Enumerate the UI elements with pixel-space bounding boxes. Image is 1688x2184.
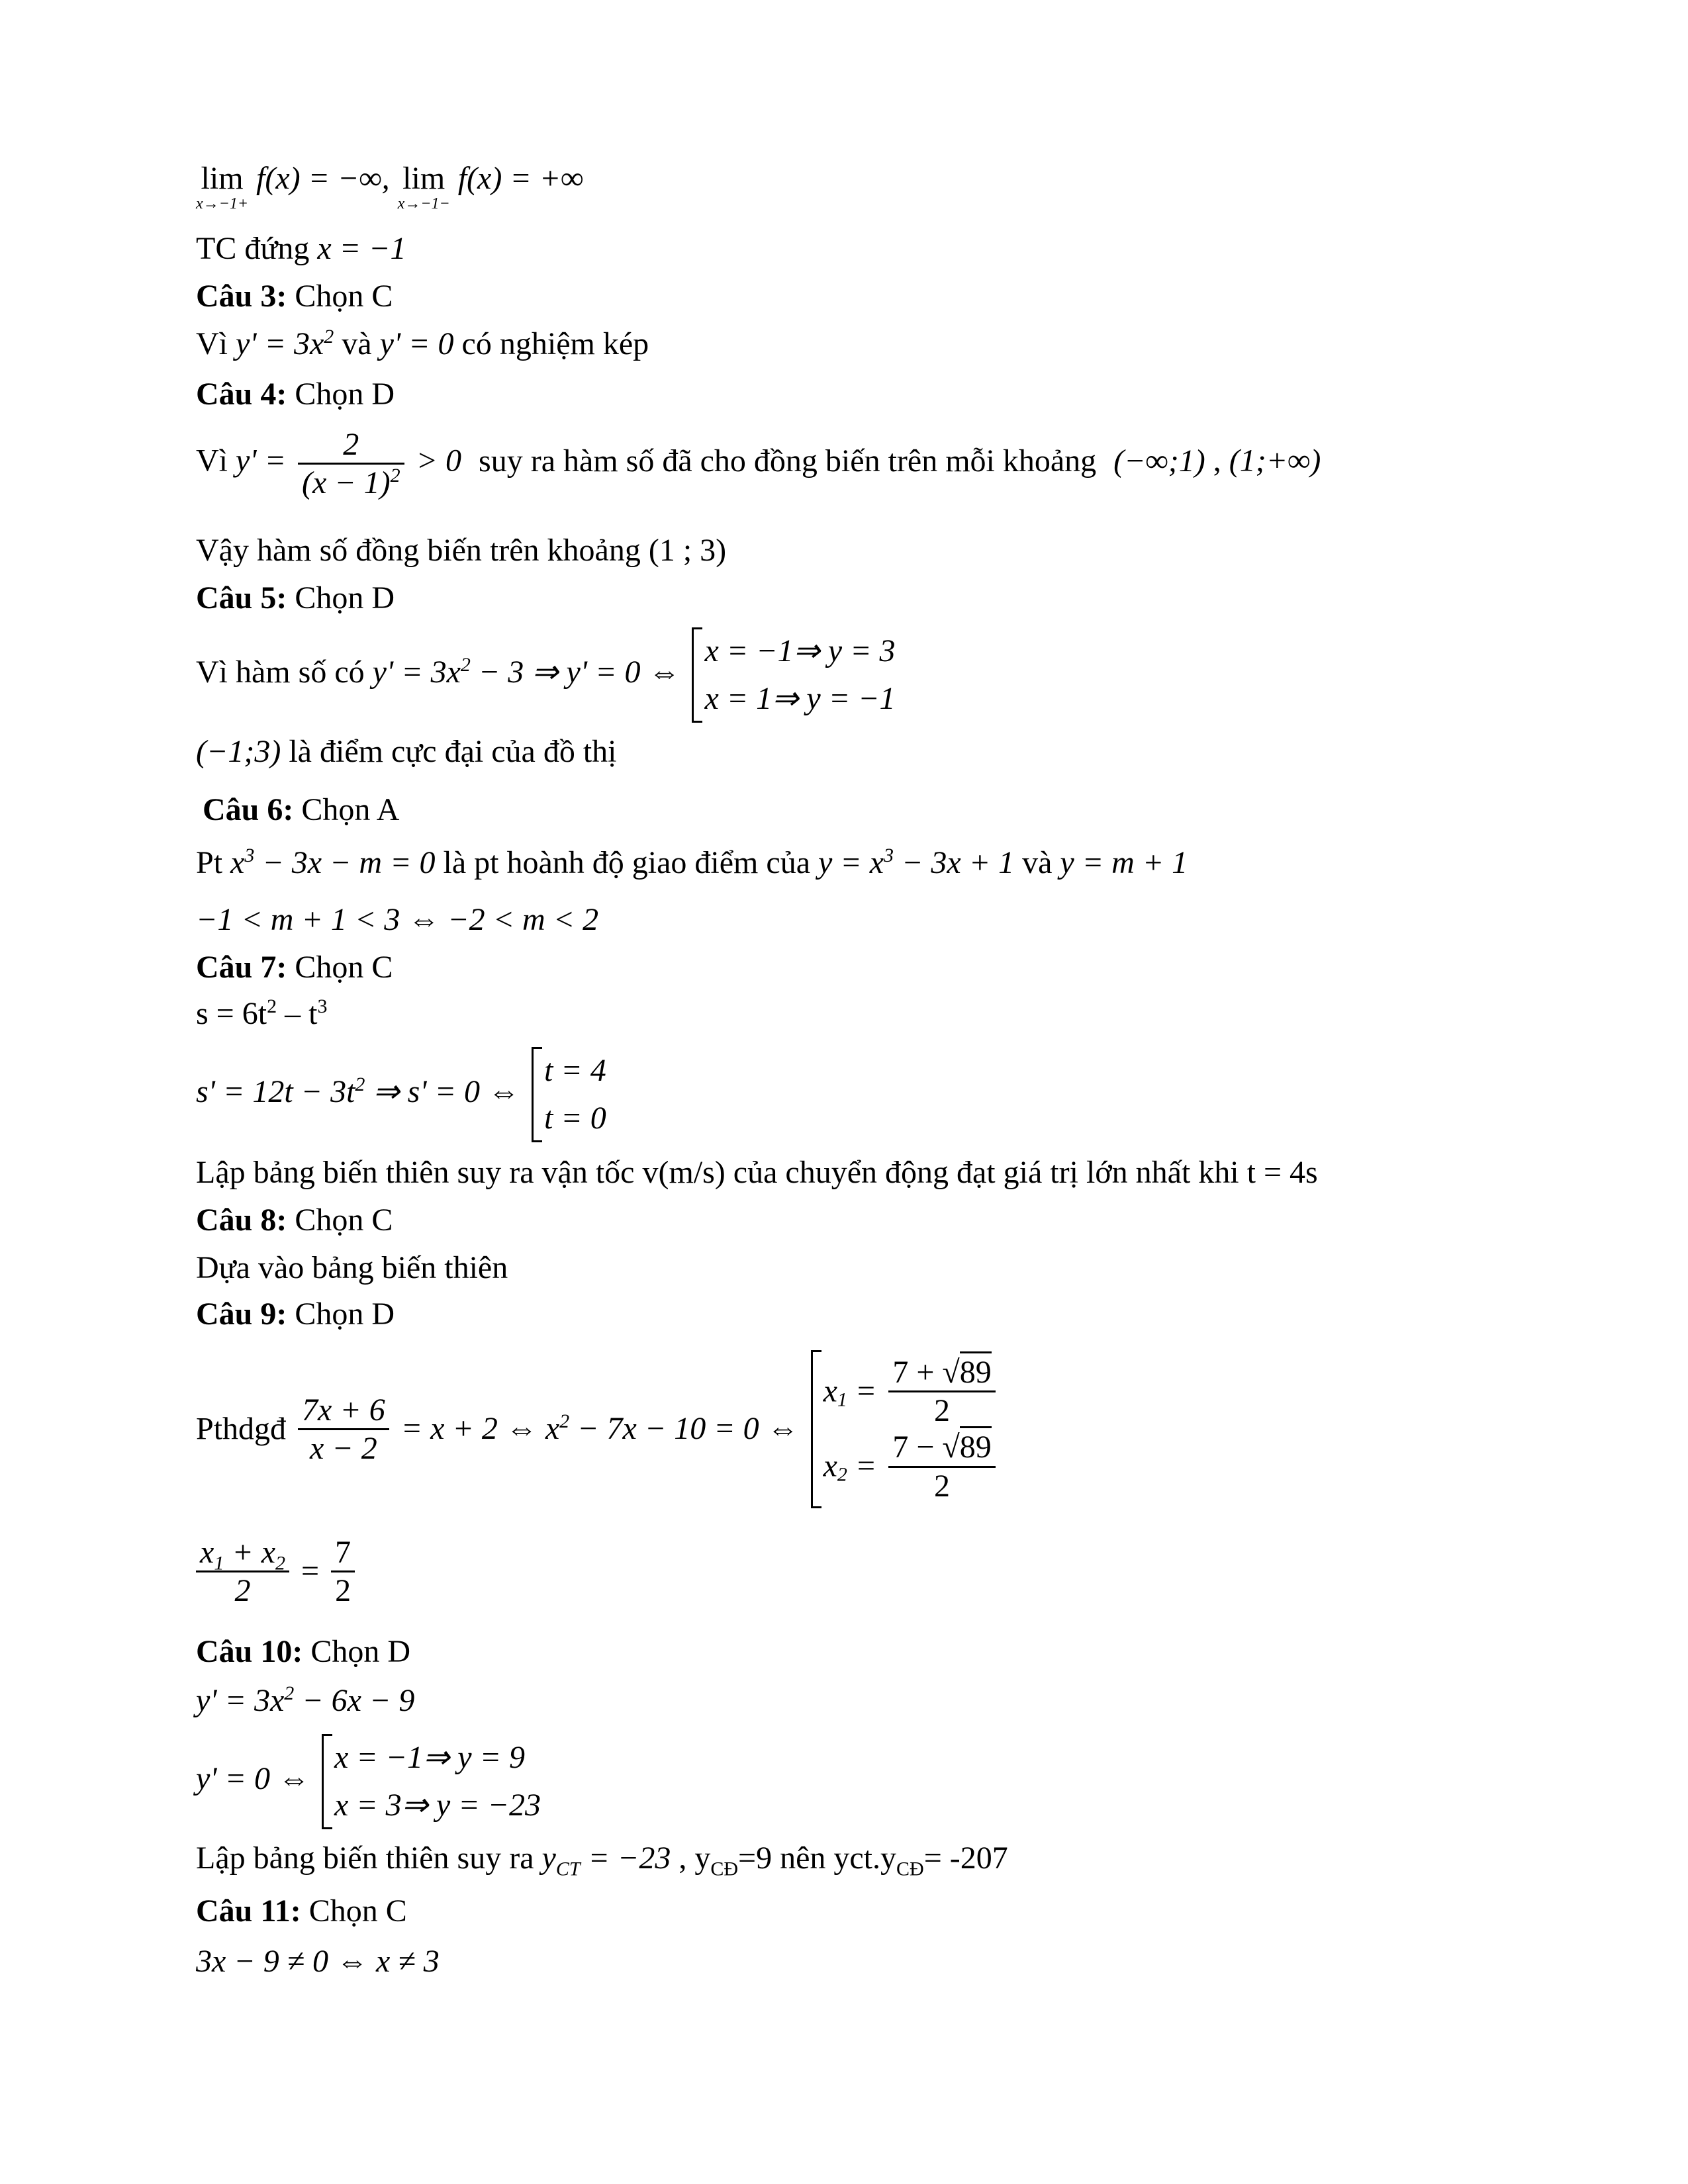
question-7-formula — [196, 995, 328, 1031]
question-answer: Chọn D — [295, 377, 395, 412]
fraction — [298, 1392, 389, 1467]
question-5-conclusion — [196, 736, 617, 768]
math — [541, 1841, 671, 1880]
text: là điểm cực đại của đồ thị — [289, 734, 617, 769]
question-9-average — [192, 1534, 359, 1609]
subscript: CĐ — [710, 1858, 738, 1880]
math: x = −1 — [317, 231, 406, 266]
math — [401, 1411, 799, 1446]
system-bracket — [322, 1734, 541, 1829]
text: Pthdgđ — [196, 1411, 287, 1447]
subscript: 1 — [214, 1552, 224, 1574]
root-numerator: 7 + √89 — [888, 1354, 995, 1392]
question-answer: Chọn D — [295, 580, 395, 615]
subscript: CĐ — [896, 1858, 924, 1880]
math-part: y' = 3x — [196, 1683, 285, 1718]
question-10-critical-points — [196, 1734, 541, 1829]
text: Vậy hàm số đồng biến trên khoảng (1 ; 3) — [196, 533, 727, 568]
question-label: Câu 9: — [196, 1297, 287, 1332]
text: s = 6t — [196, 996, 267, 1031]
subscript: 1 — [837, 1388, 847, 1411]
equals: = — [301, 1553, 320, 1589]
fraction-numerator: 7 — [331, 1534, 355, 1572]
question-7-derivative — [196, 1047, 606, 1142]
question-8-heading — [196, 1205, 393, 1236]
question-answer: Chọn A — [301, 792, 400, 827]
math: (−∞;1) — [1113, 443, 1205, 478]
exponent: 2 — [355, 1073, 365, 1096]
question-10-conclusion — [196, 1841, 1008, 1880]
math: ⇒ y' = 0 ⇔ — [532, 655, 680, 690]
system-row: x = 1⇒ y = −1 — [704, 681, 896, 716]
math-part: y' = 3x — [372, 655, 461, 690]
exponent: 3 — [317, 995, 328, 1017]
fraction-denominator: 2 — [234, 1573, 251, 1609]
question-3-explanation — [196, 328, 649, 360]
exponent: 2 — [267, 995, 277, 1017]
text: Lập bảng biến thiên suy ra vận tốc v(m/s) của chuyển động đạt giá trị lớn nhất khi t = 4s — [196, 1155, 1318, 1190]
fraction-denominator: 2 — [335, 1573, 352, 1609]
exponent: 2 — [559, 1410, 570, 1433]
limit-left — [196, 163, 248, 212]
fraction — [298, 426, 404, 501]
text: suy ra hàm số đã cho đồng biến trên mỗi khoảng — [479, 443, 1097, 478]
text: Lập bảng biến thiên suy ra — [196, 1841, 534, 1876]
fraction-denominator: x − 2 — [310, 1430, 377, 1466]
math-part: ⇒ s' = 0 ⇔ — [365, 1074, 520, 1110]
equals: = — [855, 1373, 877, 1409]
text: Dựa vào bảng biến thiên — [196, 1250, 508, 1285]
math — [196, 1683, 414, 1718]
lim-word: lim — [201, 161, 244, 196]
question-6-inequality — [196, 904, 598, 936]
text: là pt hoành độ giao điểm của — [443, 845, 810, 880]
math-part: y' = 3x — [236, 326, 324, 361]
text: = -207 — [923, 1841, 1008, 1876]
math: 3x − 9 ≠ 0 ⇔ x ≠ 3 — [196, 1944, 440, 1979]
text: có nghiệm kép — [461, 326, 649, 361]
system-row: t = 0 — [543, 1101, 606, 1136]
root-row — [823, 1354, 1000, 1429]
root-var: x — [823, 1373, 837, 1409]
question-11-condition — [196, 1946, 440, 1978]
question-answer: Chọn C — [295, 1203, 393, 1238]
question-label: Câu 3: — [196, 279, 287, 314]
math-part: = −23 — [580, 1841, 671, 1876]
math — [196, 1074, 520, 1109]
lim-word: lim — [402, 161, 445, 196]
fraction-numerator: 2 — [298, 426, 404, 465]
math: (1;+∞) — [1229, 443, 1321, 478]
limit-expression: f(x) = −∞, — [256, 161, 390, 196]
math — [236, 326, 334, 361]
math: y' = 0 ⇔ — [196, 1761, 310, 1797]
fraction-denominator — [298, 465, 404, 501]
question-answer: Chọn C — [295, 950, 393, 985]
denominator-text: (x − 1) — [301, 465, 391, 501]
math-part: − 6x − 9 — [294, 1683, 415, 1718]
roots-bracket — [811, 1350, 1000, 1508]
equals: = — [855, 1449, 877, 1484]
system-row: x = −1⇒ y = 3 — [704, 633, 896, 668]
text: – t — [277, 996, 318, 1031]
system-bracket — [532, 1047, 606, 1142]
math — [373, 655, 524, 690]
question-label: Câu 8: — [196, 1203, 287, 1238]
root-fraction — [888, 1354, 995, 1429]
math-part: s' = 12t − 3t — [196, 1074, 355, 1110]
vertical-asymptote-line — [196, 233, 406, 265]
subscript: 2 — [837, 1463, 847, 1486]
limit-right — [398, 163, 450, 212]
math: y = m + 1 — [1060, 845, 1188, 880]
question-10-heading — [196, 1636, 410, 1668]
math-part: − 3x − m = 0 — [254, 845, 436, 880]
math-part: − 3 — [470, 655, 524, 690]
question-6-explanation — [196, 844, 1188, 880]
text: Pt — [196, 845, 223, 880]
math-part: y = x — [818, 845, 884, 880]
math-part: − 3x + 1 — [894, 845, 1015, 880]
exponent: 2 — [390, 465, 400, 487]
root-var: x — [823, 1449, 837, 1484]
exponent: 3 — [884, 844, 894, 866]
root-numerator: 7 − √89 — [888, 1429, 995, 1467]
math: y' = 0 — [379, 326, 454, 361]
question-label: Câu 10: — [196, 1634, 303, 1669]
subscript: 2 — [275, 1552, 286, 1574]
fraction — [196, 1534, 289, 1609]
question-9-heading — [196, 1298, 395, 1330]
question-label: Câu 4: — [196, 377, 287, 412]
text: TC đứng — [196, 231, 310, 266]
question-4-explanation — [196, 426, 1321, 501]
question-label: Câu 5: — [196, 580, 287, 615]
question-answer: Chọn C — [308, 1893, 407, 1929]
math — [818, 845, 1014, 880]
question-5-explanation — [196, 627, 895, 723]
math: y' = — [236, 443, 286, 478]
fraction-numerator — [196, 1534, 289, 1572]
root-denominator: 2 — [934, 1468, 951, 1504]
text: , y — [679, 1841, 711, 1876]
numerator-text: 7 − — [892, 1430, 943, 1465]
math: −1 < m + 1 < 3 ⇔ −2 < m < 2 — [196, 902, 599, 937]
math-part: = x + 2 ⇔ x — [400, 1411, 560, 1447]
radicand: 89 — [960, 1351, 992, 1390]
fraction — [331, 1534, 355, 1609]
question-6-heading — [203, 794, 399, 826]
exponent: 2 — [284, 1682, 295, 1704]
limit-expression: f(x) = +∞ — [457, 161, 584, 196]
question-10-derivative — [196, 1682, 415, 1718]
question-4-conclusion — [196, 535, 726, 567]
lim-subscript: x→−1− — [397, 195, 450, 212]
question-4-heading — [196, 379, 395, 410]
question-5-heading — [196, 582, 395, 614]
math — [230, 845, 435, 880]
text: và — [1022, 845, 1053, 880]
text: , — [1213, 443, 1221, 478]
limit-line — [196, 163, 583, 212]
subscript: CT — [555, 1858, 581, 1880]
exponent: 3 — [244, 844, 255, 866]
numerator-text: 7 + — [892, 1355, 943, 1390]
math-part: y — [541, 1841, 556, 1876]
question-answer: Chọn C — [295, 279, 393, 314]
question-label: Câu 6: — [203, 792, 294, 827]
fraction-numerator: 7x + 6 — [298, 1392, 389, 1430]
system-row: x = −1⇒ y = 9 — [334, 1740, 525, 1775]
text: Vì — [196, 443, 228, 478]
question-9-explanation — [196, 1350, 1000, 1508]
math: > 0 — [416, 443, 462, 478]
question-3-heading — [196, 281, 393, 312]
system-row: t = 4 — [543, 1053, 606, 1088]
root-fraction — [888, 1429, 995, 1504]
root-row — [823, 1429, 1000, 1504]
lim-subscript: x→−1+ — [196, 195, 249, 212]
text: Vì hàm số có — [196, 655, 365, 690]
root-denominator: 2 — [934, 1393, 951, 1429]
question-label: Câu 11: — [196, 1893, 301, 1929]
math: (−1;3) — [196, 734, 281, 769]
question-11-heading — [196, 1895, 407, 1927]
question-7-conclusion — [196, 1157, 1318, 1189]
system-row: x = 3⇒ y = −23 — [334, 1788, 541, 1823]
system-bracket — [692, 627, 895, 723]
text: =9 nên yct.y — [738, 1841, 897, 1876]
question-answer: Chọn D — [310, 1634, 411, 1669]
radicand: 89 — [960, 1426, 992, 1465]
question-label: Câu 7: — [196, 950, 287, 985]
exponent: 2 — [460, 654, 471, 676]
question-7-heading — [196, 952, 393, 983]
exponent: 2 — [324, 326, 334, 347]
text: và — [342, 326, 372, 361]
text: Vì — [196, 326, 228, 361]
math-part: − 7x − 10 = 0 ⇔ — [569, 1411, 799, 1447]
question-8-explanation — [196, 1252, 508, 1284]
math-part: x — [230, 845, 245, 880]
numerator-text: + x — [224, 1535, 276, 1570]
question-answer: Chọn D — [295, 1297, 395, 1332]
numerator-text: x — [200, 1535, 214, 1570]
